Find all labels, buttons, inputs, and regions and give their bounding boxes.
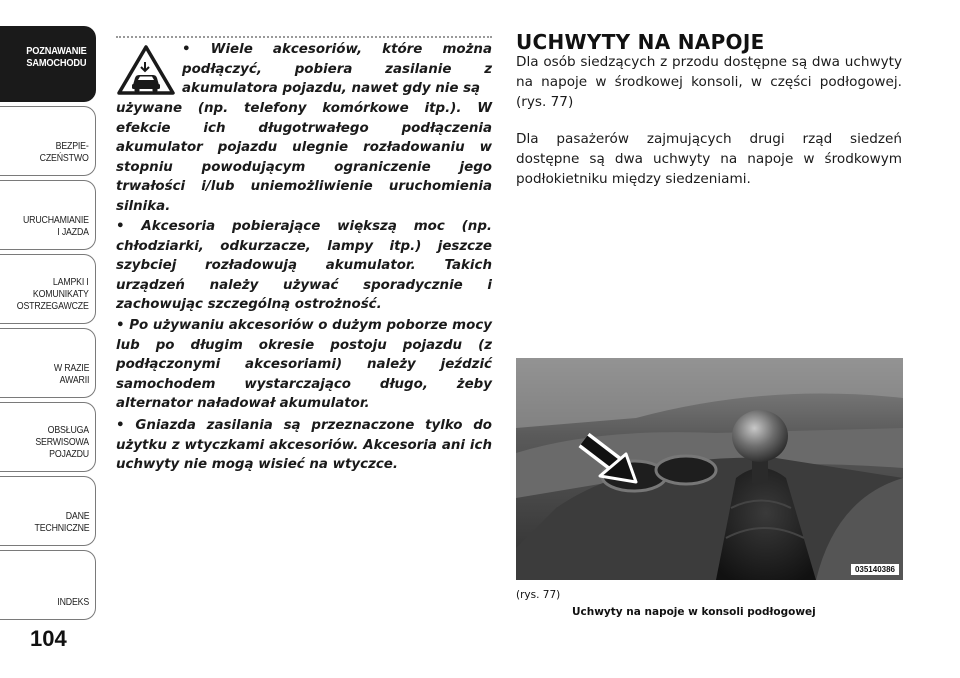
tab-label: OBSŁUGA SERWISOWA POJAZDU [35, 425, 89, 460]
section-paragraph-1: Dla osób siedzących z przodu dostępne są dwa uchwyty na napoje w środkowej konsoli, w części podłogowej. (rys. 77) [516, 54, 902, 110]
tab-w-razie-awarii[interactable] [0, 328, 96, 398]
tab-bezpieczenstwo[interactable] [0, 106, 96, 176]
figure-caption: Uchwyty na napoje w konsoli podłogowej [572, 606, 816, 618]
warning-paragraph-3: • Po używaniu akcesoriów o dużym poborze mocy lub po długim okresie postoju pojazdu (z podłączonymi akcesoriami) należy jeździć samochodem wystarczająco długo, żeby alternator naładował akumulator. [116, 318, 492, 412]
section-title: UCHWYTY NA NAPOJE [516, 30, 765, 54]
section-paragraph-2: Dla pasażerów zajmujących drugi rząd siedzeń dostępne są dwa uchwyty na napoje w środkowym podłokietniku między siedzeniami. [516, 131, 902, 187]
tab-label: DANE TECHNICZNE [34, 511, 89, 534]
tab-label: W RAZIE AWARII [53, 363, 89, 386]
warning-paragraph-2: • Akcesoria pobierające większą moc (np. chłodziarki, odkurzacze, lampy itp.) jeszcze szybciej rozładowują akumulator. Takich urządzeń należy używać sporadycznie i zachowując szczególną ostrożność. [116, 219, 492, 313]
cupholder-photo [516, 358, 903, 580]
tab-obsluga-serwisowa[interactable] [0, 402, 96, 472]
tab-label: URUCHAMIANIE I JAZDA [23, 215, 89, 238]
figure-reference: (rys. 77) [516, 589, 561, 601]
tab-indeks[interactable] [0, 550, 96, 620]
tab-label: LAMPKI I KOMUNIKATY OSTRZEGAWCZE [17, 277, 89, 312]
tab-uruchamianie-i-jazda[interactable] [0, 180, 96, 250]
tab-label: POZNAWANIE SAMOCHODU [26, 45, 87, 69]
tab-label: INDEKS [57, 597, 89, 608]
tab-lampki-i-komunikaty[interactable] [0, 254, 96, 324]
page-number: 104 [30, 626, 67, 651]
warning-paragraph-4: • Gniazda zasilania są przeznaczone tylko do użytku z wtyczkami akcesoriów. Akcesoria ani ich uchwyty nie mogą wisieć na wtyczce. [116, 418, 492, 473]
warning-car-battery-icon [116, 44, 176, 96]
tab-dane-techniczne[interactable] [0, 476, 96, 546]
figure-code: 035140386 [851, 564, 899, 575]
tab-label: BEZPIE- CZEŃSTWO [40, 141, 89, 164]
warning-paragraph-1: • Wiele akcesoriów, które można podłączyć, pobiera zasilanie z akumulatora pojazdu, nawet gdy nie są [182, 42, 492, 97]
tab-poznawanie-samochodu[interactable] [0, 26, 96, 102]
warning-divider [116, 36, 492, 38]
warning-paragraph-1-continued: używane (np. telefony komórkowe itp.). W efekcie ich długotrwałego podłączenia akumulator pojazdu ulegnie rozładowaniu w stopniu powodującym ograniczenie jego trwałości i/lub uniemożliwienie uruchomienia silnika. [116, 101, 492, 214]
